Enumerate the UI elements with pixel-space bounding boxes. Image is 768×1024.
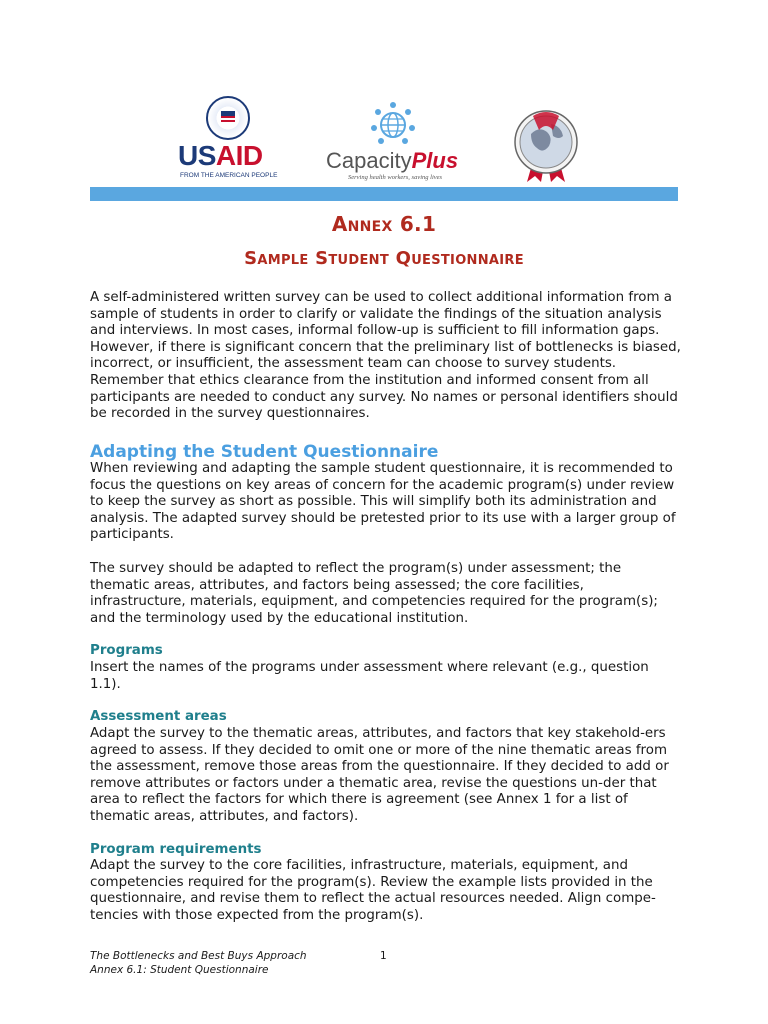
- subsection-heading-programs: Programs: [90, 643, 163, 658]
- subsection-heading-assessment-areas: Assessment areas: [90, 709, 227, 724]
- usaid-tagline: FROM THE AMERICAN PEOPLE: [180, 172, 278, 179]
- document-subtitle: Sample Student Questionnaire: [244, 248, 524, 269]
- usaid-logo: [178, 96, 278, 182]
- capacityplus-tagline: Serving health workers, saving lives: [348, 174, 443, 181]
- section-heading: Adapting the Student Questionnaire: [90, 442, 439, 462]
- subsection-text-programs: Insert the names of the programs under assessment where relevant (e.g., question 1.1).: [90, 660, 649, 692]
- logo-row: [0, 96, 768, 186]
- capacityplus-wordmark: CapacityPlus: [326, 148, 459, 173]
- footer-line-2: Annex 6.1: Student Questionnaire: [90, 963, 269, 976]
- globe-people-icon: [370, 100, 416, 146]
- footer-line-1: The Bottlenecks and Best Buys Approach: [90, 950, 307, 962]
- usaid-seal-icon: [206, 96, 250, 140]
- ribbon-globe-seal-icon: [513, 104, 579, 184]
- header-divider-bar: [90, 187, 678, 201]
- subsection-text-program-requirements: Adapt the survey to the core facilities, infrastructure, materials, equipment, and competencies required for the program(s). Review the example lists provided in the questionnaire, and revise them to reflect the actual resources needed. Align compe-tencies with those expected from the program(s).: [90, 858, 656, 923]
- annex-title: Annex 6.1: [331, 212, 437, 236]
- section-paragraph-2: The survey should be adapted to reflect the program(s) under assessment; the thematic areas, attributes, and factors being assessed; the core facilities, infrastructure, materials, equipment, and competencies required for the program(s); and the terminology used by the educational institution.: [90, 561, 658, 626]
- section-paragraph-1: When reviewing and adapting the sample student questionnaire, it is recommended to focus the questions on key areas of concern for the academic program(s) under review to keep the survey as short as possible. This will simplify both its administration and analysis. The adapted survey should be pretested prior to its use with a larger group of participants.: [90, 461, 676, 543]
- intro-paragraph: A self-administered written survey can be used to collect additional information from a sample of students in order to clarify or validate the findings of the situation analysis and interviews. In most cases, informal follow-up is sufficient to fill information gaps. However, if there is significant concern that the preliminary list of bottlenecks is biased, incorrect, or insufficient, the assessment team can choose to survey students. Remember that ethics clearance from the institution and informed consent from all participants are needed to conduct any survey. No names or personal identifiers should be recorded in the survey questionnaires.: [90, 290, 681, 422]
- page-number: 1: [380, 950, 387, 962]
- usaid-wordmark: USAID: [178, 140, 263, 171]
- page-footer: [90, 950, 307, 977]
- subsection-heading-program-requirements: Program requirements: [90, 842, 262, 857]
- subsection-text-assessment-areas: Adapt the survey to the thematic areas, attributes, and factors that key stakehold-ers agreed to assess. If they decided to omit one or more of the nine thematic areas from the assessment, remove those areas from the questionnaire. If they decided to add or remove attributes or factors under a thematic area, revise the questions un-der that area to reflect the factors for which there is agreement (see Annex 1 for a list of thematic areas, attributes, and factors).: [90, 726, 669, 824]
- capacityplus-logo: [326, 98, 466, 182]
